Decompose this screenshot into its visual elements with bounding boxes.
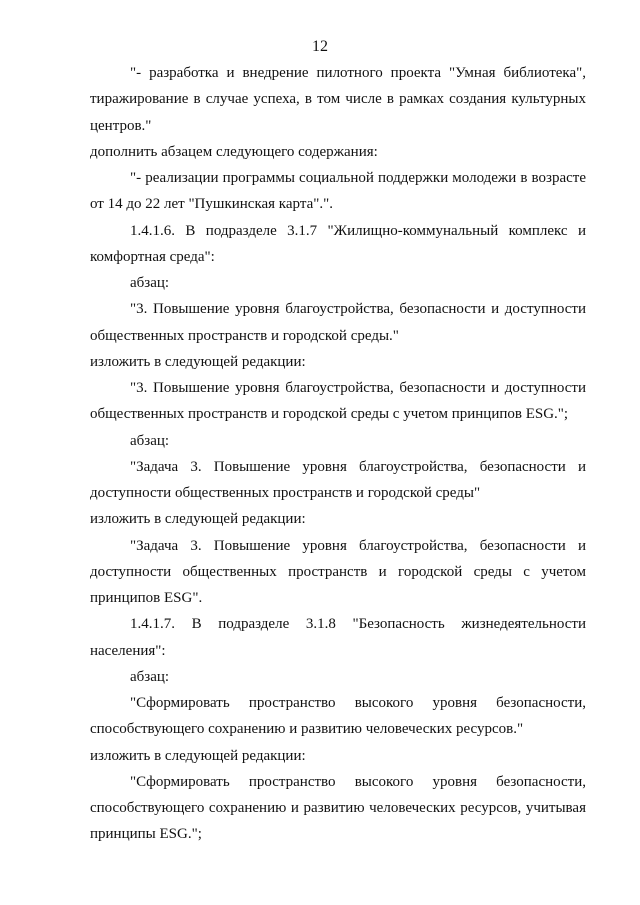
text-line: доступности общественных пространств и городской среды с учетом: [90, 563, 586, 580]
text-line: способствующего сохранению и развитию человеческих ресурсов.": [90, 721, 524, 738]
text-line: изложить в следующей редакции:: [90, 353, 306, 370]
text-line: "Сформировать пространство высокого уровня безопасности,: [130, 773, 586, 790]
text-line: изложить в следующей редакции:: [90, 511, 306, 528]
text-line: "Сформировать пространство высокого уровня безопасности,: [130, 695, 586, 711]
text-line: от 14 до 22 лет "Пушкинская карта".".: [90, 196, 333, 213]
text-line: центров.": [90, 117, 152, 134]
text-line: 1.4.1.7. В подразделе 3.1.8 "Безопасность жизнедеятельности: [130, 616, 586, 633]
text-line: комфортная среда":: [90, 248, 215, 265]
text-line: населения":: [90, 642, 166, 659]
page-number: 12: [312, 38, 328, 55]
text-line: дополнить абзацем следующего содержания:: [90, 143, 378, 160]
text-line: доступности общественных пространств и городской среды": [90, 485, 481, 501]
text-line: 1.4.1.6. В подразделе 3.1.7 "Жилищно-коммунальный комплекс и: [130, 222, 586, 239]
text-line: общественных пространств и городской среды с учетом принципов ESG.";: [90, 406, 569, 423]
text-line: принципы ESG.";: [90, 826, 202, 843]
document-body: [90, 60, 586, 848]
text-line: "3. Повышение уровня благоустройства, безопасности и доступности: [130, 301, 586, 318]
text-line: "3. Повышение уровня благоустройства, безопасности и доступности: [130, 380, 586, 396]
text-line: общественных пространств и городской среды.": [90, 327, 399, 344]
text-line: "Задача 3. Повышение уровня благоустройства, безопасности и: [130, 537, 586, 554]
text-line: "Задача 3. Повышение уровня благоустройства, безопасности и: [130, 458, 586, 475]
text-line: тиражирование в случае успеха, в том числе в рамках создания культурных: [90, 91, 586, 108]
text-line: абзац:: [130, 432, 170, 449]
text-line: принципов ESG".: [90, 590, 203, 606]
text-line: "- разработка и внедрение пилотного проекта "Умная библиотека",: [130, 65, 586, 81]
text-line: изложить в следующей редакции:: [90, 747, 306, 764]
text-line: абзац:: [130, 275, 170, 291]
text-line: абзац:: [130, 668, 170, 685]
text-line: "- реализации программы социальной поддержки молодежи в возрасте: [130, 170, 586, 186]
text-line: способствующего сохранению и развитию человеческих ресурсов, учитывая: [90, 800, 586, 816]
